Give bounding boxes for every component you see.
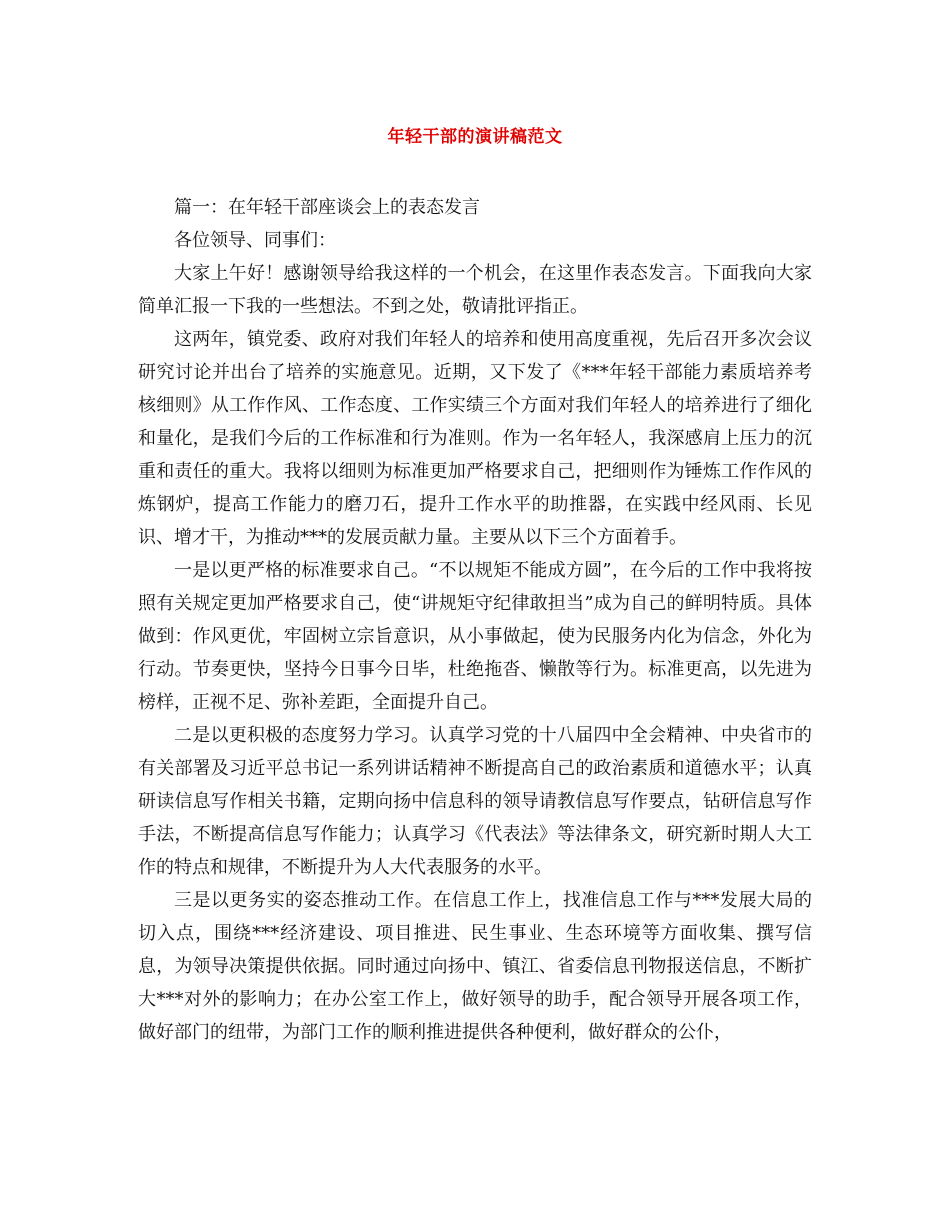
document-title: 年轻干部的演讲稿范文 — [387, 127, 563, 147]
salutation: 各位领导、同事们： — [174, 230, 336, 251]
paragraph-point-three: 三是以更务实的姿态推动工作。在信息工作上，找准信息工作与***发展大局的切入点，围绕***经济建设、项目推进、民生事业、生态环境等方面收集、撰写信息，为领导决策提供依据。同时通过向扬中、镇江、省委信息刊物报送信息，不断扩大***对外的影响力；在办公室工作上，做好领导的助手，配合领导开展各项工作，做好部门的纽带，为部门工作的顺利推进提供各种便利，做好群众的公仆， — [138, 890, 812, 1043]
paragraph-point-two: 二是以更积极的态度努力学习。认真学习党的十八届四中全会精神、中央省市的有关部署及习近平总书记一系列讲话精神不断提高自己的政治素质和道德水平；认真研读信息写作相关书籍，定期向扬中信息科的领导请教信息写作要点，钻研信息写作手法，不断提高信息写作能力；认真学习《代表法》等法律条文，研究新时期人大工作的特点和规律，不断提升为人大代表服务的水平。 — [138, 725, 812, 878]
section-heading: 篇一：在年轻干部座谈会上的表态发言 — [174, 197, 480, 218]
paragraph-point-one: 一是以更严格的标准要求自己。“不以规矩不能成方圆”，在今后的工作中我将按照有关规定更加严格要求自己，使“讲规矩守纪律敢担当”成为自己的鲜明特质。具体做到：作风更优，牢固树立宗旨意识，从小事做起，使为民服务内化为信念，外化为行动。节奏更快，坚持今日事今日毕，杜绝拖沓、懒散等行为。标准更高，以先进为榜样，正视不足、弥补差距，全面提升自己。 — [138, 560, 812, 713]
document-body — [138, 191, 812, 1049]
paragraph-background: 这两年，镇党委、政府对我们年轻人的培养和使用高度重视，先后召开多次会议研究讨论并出台了培养的实施意见。近期，又下发了《***年轻干部能力素质培养考核细则》从工作作风、工作态度、工作实绩三个方面对我们年轻人的培养进行了细化和量化，是我们今后的工作标准和行为准则。作为一名年轻人，我深感肩上压力的沉重和责任的重大。我将以细则为标准更加严格要求自己，把细则作为锤炼工作作风的炼钢炉，提高工作能力的磨刀石，提升工作水平的助推器，在实践中经风雨、长见识、增才干，为推动***的发展贡献力量。主要从以下三个方面着手。 — [138, 329, 812, 548]
paragraph-greeting: 大家上午好！感谢领导给我这样的一个机会，在这里作表态发言。下面我向大家简单汇报一下我的一些想法。不到之处，敬请批评指正。 — [138, 263, 812, 317]
